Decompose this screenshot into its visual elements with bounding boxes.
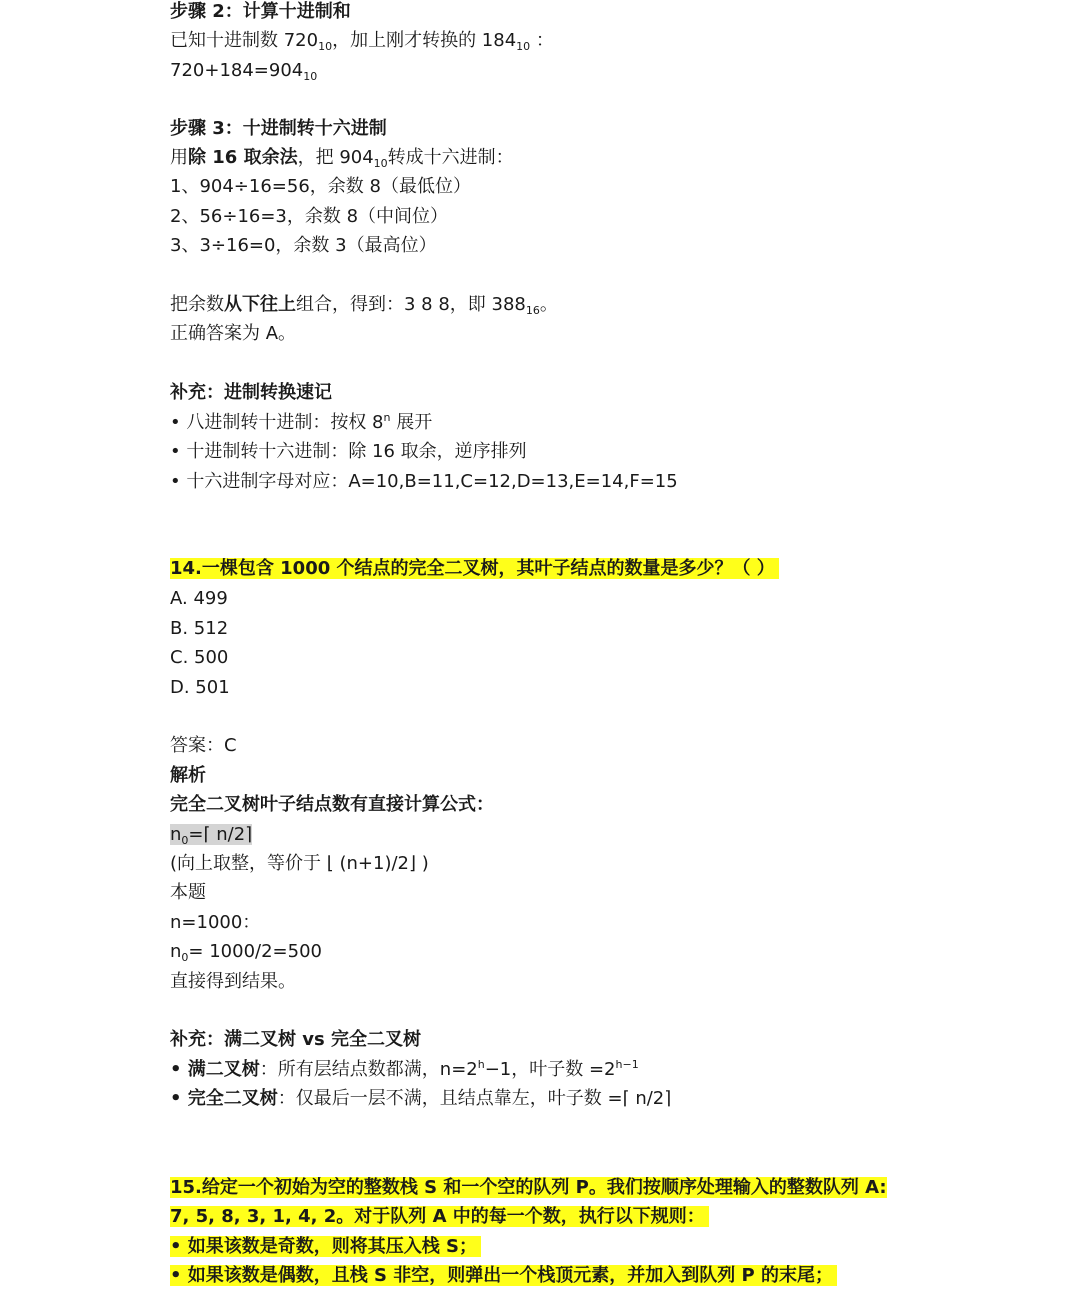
step3-item-3: 3、3÷16=0，余数 3（最高位） [170,235,437,256]
q14-option-c: C. 500 [170,647,229,668]
step3-answer: 正确答案为 A。 [170,323,297,344]
step3-item-1: 1、904÷16=56，余数 8（最低位） [170,176,471,197]
q14-option-d: D. 501 [170,677,230,698]
q15-line-1: 15.给定一个初始为空的整数栈 S 和一个空的队列 P。我们按顺序处理输入的整数队列 A: [170,1177,887,1198]
supplement2-title: 补充：满二叉树 vs 完全二叉树 [170,1029,421,1050]
q14-direct: 直接得到结果。 [170,971,296,992]
q14-formula: $n_0=⌈$ n/2⌉ [170,824,253,847]
q14-this-question: 本题 [170,882,206,903]
q15-rule-even: • 如果该数是偶数，且栈 S 非空，则弹出一个栈顶元素，并加入到队列 P 的末尾； [170,1264,837,1288]
supplement2-bullet-1: • 满二叉树：所有层结点数都满，$n=2^h-1$，叶子数 $=2^{h-1}$ [170,1058,639,1080]
supplement1-title: 补充：进制转换速记 [170,382,332,403]
step2-line1: 已知十进制数 $720_{10}$，加上刚才转换的 $184_{10}$ ： [170,30,554,53]
step3-combine: 把余数从下往上组合，得到：3 8 8，即 $388_{16}$。 [170,294,558,317]
step3-item-2: 2、56÷16=3，余数 8（中间位） [170,206,449,227]
step2-title: 步骤 2：计算十进制和 [170,1,351,22]
supplement1-bullet-2: • 十进制转十六进制：除 16 取余，逆序排列 [170,441,527,462]
q14-formula-title: 完全二叉树叶子结点数有直接计算公式： [170,794,494,815]
q14-n0-line: $n_0= 1000/2=500$ [170,941,322,964]
supplement1-bullet-1: • 八进制转十进制：按权 8$^n$ 展开 [170,411,433,433]
step2-line2: $720+184=904_{10}$ [170,60,318,83]
q14-analysis-title: 解析 [170,765,206,786]
q14-option-a: A. 499 [170,588,228,609]
q15-rule-odd: • 如果该数是奇数，则将其压入栈 S； [170,1235,481,1259]
supplement1-bullet-3: • 十六进制字母对应：A=10,B=11,C=12,D=13,E=14,F=15 [170,471,678,492]
step3-title: 步骤 3：十进制转十六进制 [170,118,387,139]
q14-n-line: n=1000： [170,912,261,933]
step3-intro: 用除 16 取余法，把 $904_{10}$转成十六进制： [170,147,514,170]
supplement2-bullet-2: • 完全二叉树：仅最后一层不满，且结点靠左，叶子数 =⌈ n/2⌉ [170,1088,672,1109]
q14-answer: 答案：C [170,735,237,756]
q15-line-2: 7, 5, 8, 3, 1, 4, 2。对于队列 A 中的每一个数，执行以下规则： [170,1205,709,1229]
q14-question: 14.一棵包含 1000 个结点的完全二叉树，其叶子结点的数量是多少？（ ） [170,557,779,581]
q14-option-b: B. 512 [170,618,229,639]
q14-note: (向上取整，等价于 ⌊ (n+1)/2⌋ ) [170,853,429,874]
